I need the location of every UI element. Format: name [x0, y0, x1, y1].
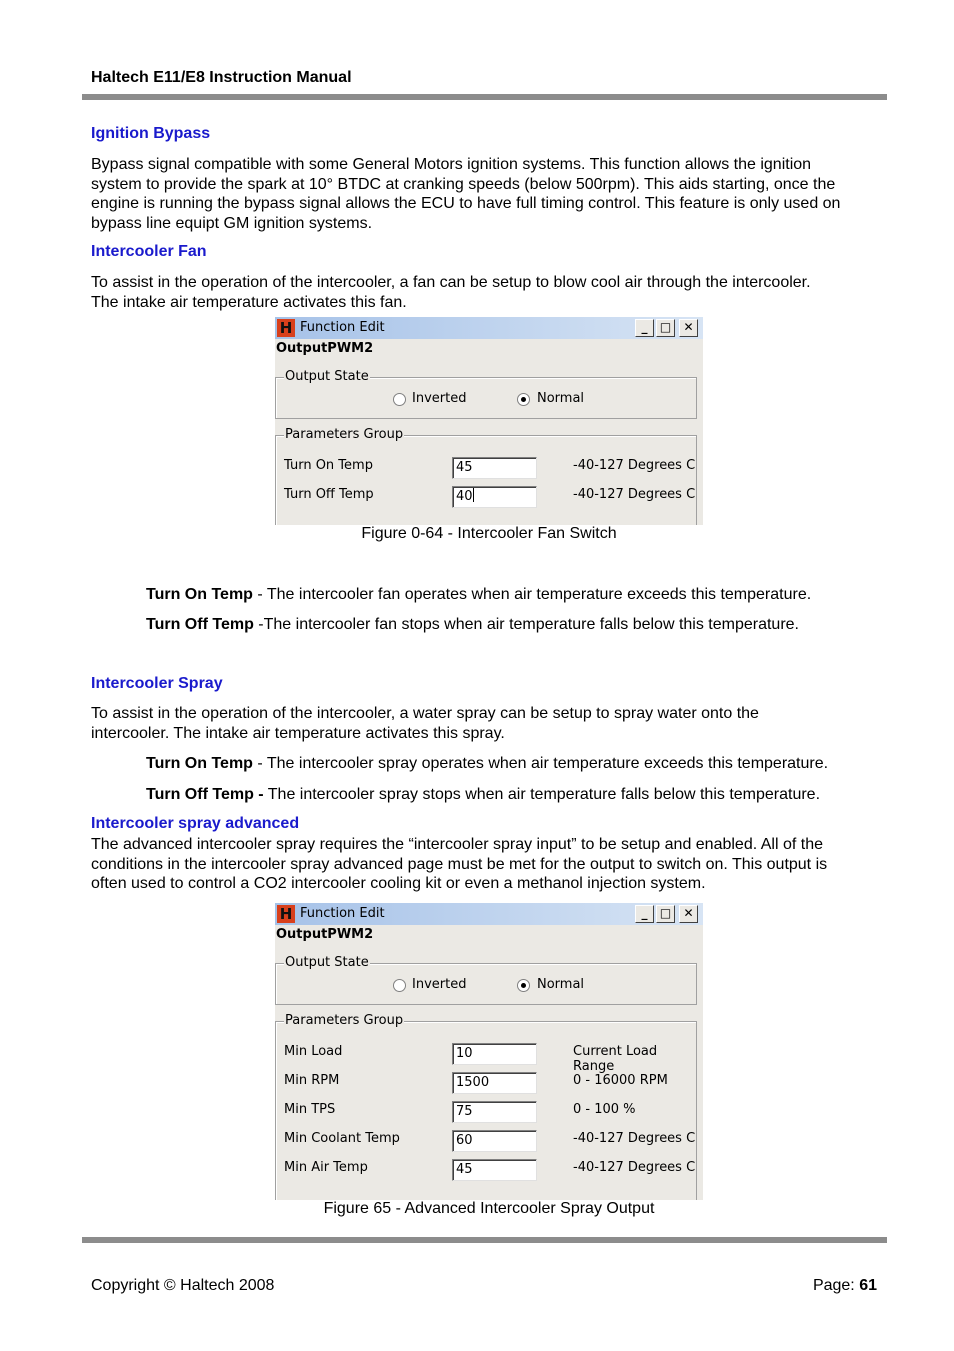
param-range: -40-127 Degrees C [573, 487, 696, 502]
output-state-label: Output State [285, 955, 369, 970]
turn-off-temp-input[interactable] [452, 486, 537, 508]
minimize-button[interactable]: _ [635, 905, 654, 923]
inverted-radio[interactable] [393, 979, 406, 992]
close-button[interactable]: ✕ [679, 319, 698, 337]
text-line: Bypass signal compatible with some General Motors ignition systems. This function allows the ignition [91, 156, 812, 173]
heading-intercooler-spray: Intercooler Spray [91, 675, 223, 692]
text-line: To assist in the operation of the intercooler, a water spray can be setup to spray water onto the [91, 705, 759, 722]
text-line: conditions in the intercooler spray advanced page must be met for the output to switch on. This output is [91, 855, 828, 873]
definition-spray-turn-off-temp [146, 785, 891, 805]
param-range: 0 - 16000 RPM [573, 1073, 668, 1088]
paragraph-intercooler-fan [91, 273, 891, 312]
param-label-min-air-temp: Min Air Temp [284, 1160, 368, 1175]
function-edit-dialog-spray-advanced [275, 903, 703, 1200]
definition-text: -The intercooler fan stops when air temperature falls below this temperature. [253, 616, 799, 633]
param-label-min-load: Min Load [284, 1044, 343, 1059]
footer-page [813, 1277, 877, 1295]
term: Turn On Temp [146, 755, 253, 772]
dialog-title: Function Edit [300, 320, 385, 335]
param-label-turn-off-temp: Turn Off Temp [284, 487, 374, 502]
inverted-label[interactable]: Inverted [412, 977, 467, 992]
turn-on-temp-input[interactable]: 45 [452, 457, 537, 479]
definition-turn-on-temp [146, 585, 891, 605]
page-label: Page: [812, 1277, 860, 1294]
param-range: 0 - 100 % [573, 1102, 636, 1117]
term: Turn Off Temp - [146, 786, 264, 803]
param-label-turn-on-temp: Turn On Temp [284, 458, 373, 473]
header-rule [82, 94, 887, 100]
min-air-temp-input[interactable]: 45 [452, 1159, 537, 1181]
text-caret [473, 488, 474, 502]
text-line: system to provide the spark at 10° BTDC at cranking speeds (below 500rpm). This aids starting, once the [91, 175, 836, 193]
page-number: 61 [859, 1277, 877, 1294]
text-line: The intake air temperature activates this fan. [91, 293, 407, 311]
text-line: To assist in the operation of the intercooler, a fan can be setup to blow cool air through the intercooler. [91, 274, 811, 291]
haltech-app-icon: H [277, 319, 295, 337]
heading-intercooler-spray-advanced: Intercooler spray advanced [91, 815, 300, 832]
min-coolant-temp-input[interactable]: 60 [452, 1130, 537, 1152]
normal-label[interactable]: Normal [537, 391, 585, 406]
definition-text: - The intercooler fan operates when air temperature exceeds this temperature. [252, 586, 812, 603]
parameters-group [275, 427, 697, 525]
normal-radio[interactable] [517, 393, 530, 406]
min-tps-input[interactable]: 75 [452, 1101, 537, 1123]
output-state-group [275, 369, 697, 419]
haltech-app-icon: H [277, 905, 295, 923]
inverted-label[interactable]: Inverted [412, 391, 467, 406]
heading-intercooler-fan: Intercooler Fan [91, 243, 207, 260]
document-header-title: Haltech E11/E8 Instruction Manual [91, 69, 352, 86]
footer-rule [82, 1237, 887, 1243]
minimize-button[interactable]: _ [635, 319, 654, 337]
parameters-group-label: Parameters Group [285, 1013, 404, 1028]
param-label-min-coolant-temp: Min Coolant Temp [284, 1131, 400, 1146]
footer-copyright: Copyright © Haltech 2008 [91, 1277, 275, 1294]
term: Turn Off Temp [146, 616, 254, 633]
param-range: -40-127 Degrees C [573, 458, 696, 473]
figure-caption-fan: Figure 0-64 - Intercooler Fan Switch [361, 525, 617, 542]
text-line: The advanced intercooler spray requires the “intercooler spray input” to be setup and enabled. All of the [91, 836, 823, 853]
normal-label[interactable]: Normal [537, 977, 585, 992]
output-state-group [275, 955, 697, 1005]
param-range: -40-127 Degrees C [573, 1131, 696, 1146]
paragraph-ignition-bypass [91, 155, 891, 234]
min-rpm-input[interactable]: 1500 [452, 1072, 537, 1094]
dialog-titlebar[interactable] [275, 903, 703, 925]
text-line: often used to control a CO2 intercooler cooling kit or even a methanol injection system. [91, 875, 706, 893]
param-label-min-tps: Min TPS [284, 1102, 336, 1117]
output-name: OutputPWM2 [276, 927, 374, 942]
min-load-input[interactable]: 10 [452, 1043, 537, 1065]
parameters-group [275, 1013, 697, 1200]
input-value: 40 [456, 489, 473, 504]
definition-text: The intercooler spray stops when air temperature falls below this temperature. [263, 786, 821, 803]
inverted-radio[interactable] [393, 393, 406, 406]
param-range: -40-127 Degrees C [573, 1160, 696, 1175]
term: Turn On Temp [146, 586, 253, 603]
dialog-titlebar[interactable] [275, 317, 703, 339]
figure-caption-spray-advanced: Figure 65 - Advanced Intercooler Spray Output [323, 1200, 655, 1217]
paragraph-spray-advanced [91, 835, 891, 894]
maximize-button[interactable]: □ [656, 319, 675, 337]
definition-turn-off-temp [146, 615, 891, 635]
param-label-min-rpm: Min RPM [284, 1073, 340, 1088]
maximize-button[interactable]: □ [656, 905, 675, 923]
function-edit-dialog-fan [275, 317, 703, 525]
definition-text: - The intercooler spray operates when air temperature exceeds this temperature. [252, 755, 829, 772]
paragraph-intercooler-spray [91, 704, 891, 743]
heading-ignition-bypass: Ignition Bypass [91, 125, 211, 142]
close-button[interactable]: ✕ [679, 905, 698, 923]
param-range: Current Load Range [573, 1044, 658, 1074]
parameters-group-label: Parameters Group [285, 427, 404, 442]
output-name: OutputPWM2 [276, 341, 374, 356]
text-line: engine is running the bypass signal allows the ECU to have full timing control. This feature is only used on [91, 195, 841, 213]
output-state-label: Output State [285, 369, 369, 384]
dialog-title: Function Edit [300, 906, 385, 921]
text-line: bypass line equipt GM ignition systems. [91, 215, 373, 233]
definition-spray-turn-on-temp [146, 754, 891, 774]
normal-radio[interactable] [517, 979, 530, 992]
text-line: intercooler. The intake air temperature activates this spray. [91, 724, 505, 742]
